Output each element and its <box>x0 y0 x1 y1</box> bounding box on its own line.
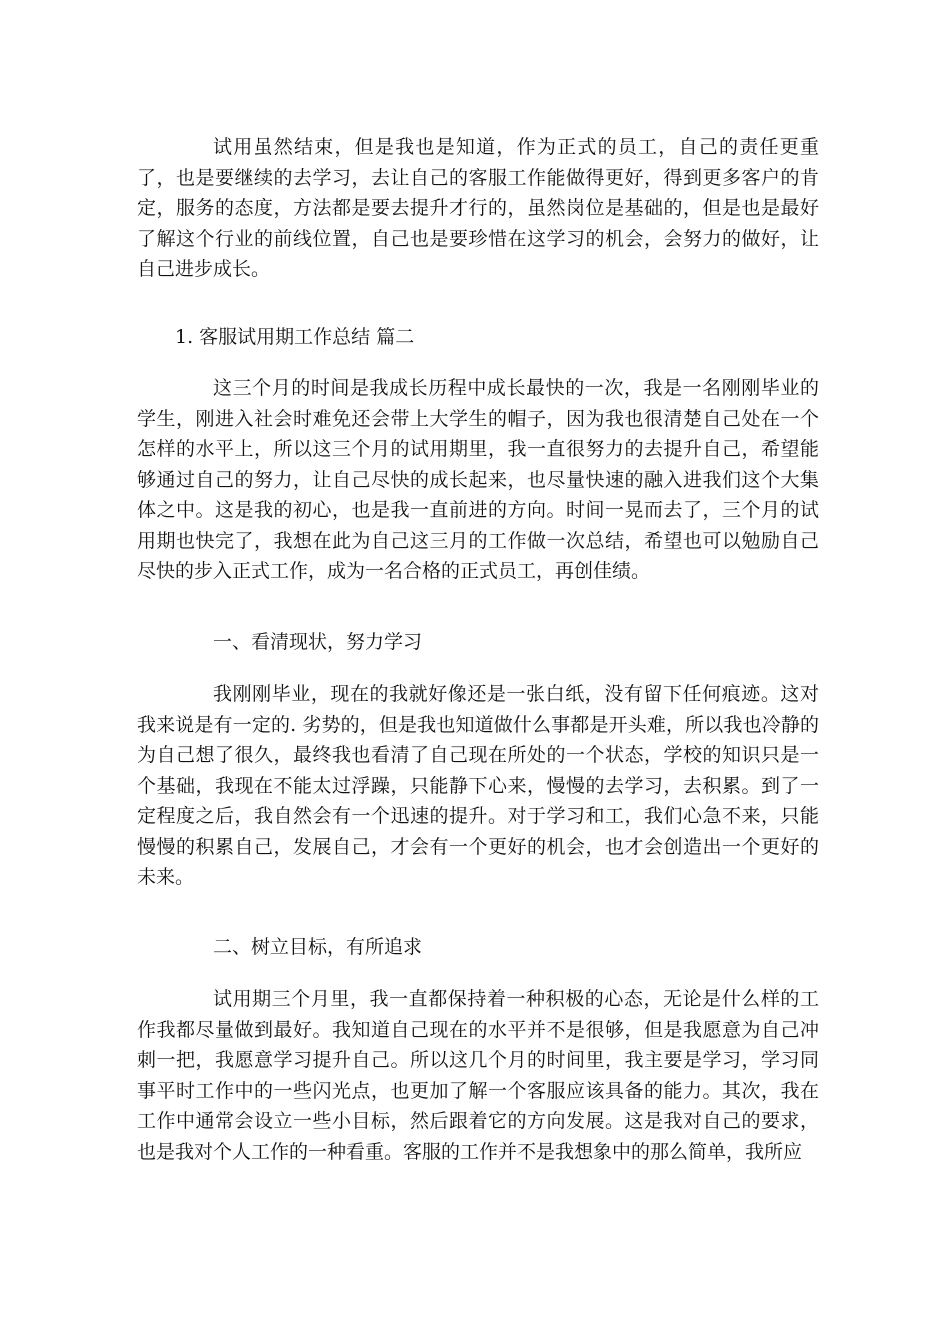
paragraph-positive-attitude: 试用期三个月里，我一直都保持着一种积极的心态，无论是什么样的工作我都尽量做到最好。我知道自己现在的水平并不是很够，但是我愿意为自己冲刺一把，我愿意学习提升自己。所以这几个月的时间里，我主要是学习，学习同事平时工作中的一些闪光点，也更加了解一个客服应该具备的能力。其次，我在工作中通常会设立一些小目标，然后跟着它的方向发展。这是我对自己的要求，也是我对个人工作的一种看重。客服的工作并不是我想象中的那么简单，我所应 <box>137 988 819 1163</box>
section-title: 1. 客服试用期工作总结 篇二 <box>175 326 415 348</box>
heading-set-goals: 二、树立目标，有所追求 <box>213 936 423 958</box>
heading-see-status: 一、看清现状，努力学习 <box>213 631 423 653</box>
paragraph-three-months: 这三个月的时间是我成长历程中成长最快的一次，我是一名刚刚毕业的学生，刚进入社会时难免还会带上大学生的帽子，因为我也很清楚自己处在一个怎样的水平上，所以这三个月的试用期里，我一直很努力的去提升自己，希望能够通过自己的努力，让自己尽快的成长起来，也尽量快速的融入进我们这个大集体之中。这是我的初心，也是我一直前进的方向。时间一晃而去了，三个月的试用期也快完了，我想在此为自己这三月的工作做一次总结，希望也可以勉励自己尽快的步入正式工作，成为一名合格的正式员工，再创佳绩。 <box>137 377 819 582</box>
paragraph-just-graduated: 我刚刚毕业，现在的我就好像还是一张白纸，没有留下任何痕迹。这对我来说是有一定的. 劣势的，但是我也知道做什么事都是开头难，所以我也冷静的为自己想了很久，最终我也看清了自己现在所处的一个状态，学校的知识只是一个基础，我现在不能太过浮躁，只能静下心来，慢慢的去学习，去积累。到了一定程度之后，我自然会有一个迅速的提升。对于学习和工，我们心急不来，只能慢慢的积累自己，发展自己，才会有一个更好的机会，也才会创造出一个更好的未来。 <box>137 683 819 888</box>
paragraph-probation-end: 试用虽然结束，但是我也是知道，作为正式的员工，自己的责任更重了，也是要继续的去学习，去让自己的客服工作能做得更好，得到更多客户的肯定，服务的态度，方法都是要去提升才行的，虽然岗位是基础的，但是也是最好了解这个行业的前线位置，自己也是要珍惜在这学习的机会，会努力的做好，让自己进步成长。 <box>137 136 819 280</box>
